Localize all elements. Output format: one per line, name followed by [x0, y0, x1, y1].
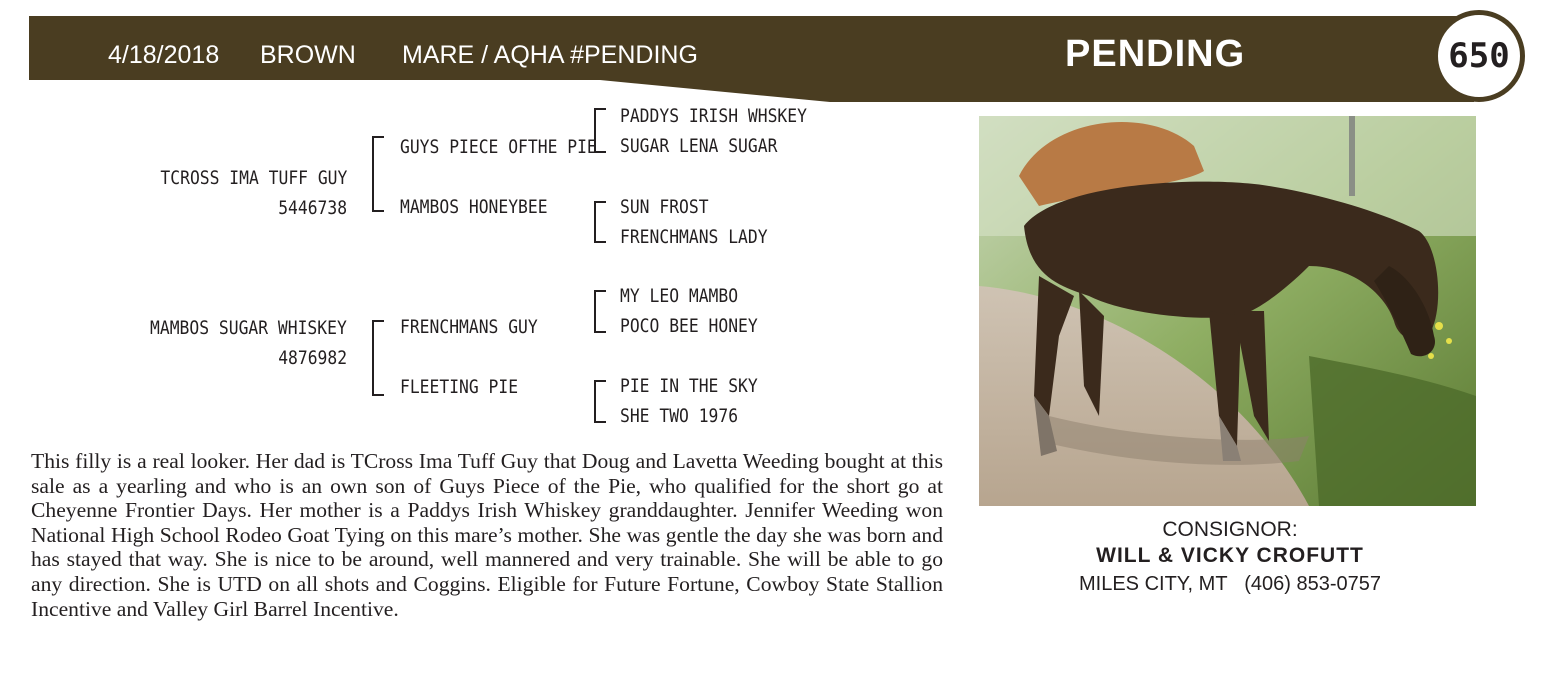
header-band [29, 16, 1474, 80]
dam-sire-sire-name: MY LEO MAMBO [620, 285, 739, 307]
sire-sire-sire-name: PADDYS IRISH WHSKEY [620, 105, 807, 127]
pedigree-bracket [372, 136, 384, 212]
sire-dam-sire-name: SUN FROST [620, 196, 709, 218]
horse-name-status: PENDING [1065, 33, 1246, 75]
pedigree-bracket [594, 290, 606, 333]
lot-number: 650 [1448, 36, 1510, 76]
consignor-phone: (406) 853-0757 [1244, 573, 1381, 595]
pedigree-bracket [372, 320, 384, 396]
sire-name: TCROSS IMA TUFF GUY [160, 167, 347, 189]
dam-dam-dam-name: SHE TWO 1976 [620, 405, 739, 427]
sire-sire-dam-name: SUGAR LENA SUGAR [620, 135, 778, 157]
dam-sire-name: FRENCHMANS GUY [400, 316, 538, 338]
dam-name: MAMBOS SUGAR WHISKEY [150, 317, 347, 339]
consignor-name: WILL & VICKY CROFUTT [1096, 544, 1364, 567]
pedigree-bracket [594, 108, 606, 153]
horse-photo [979, 116, 1476, 506]
consignor-contact [1030, 571, 1430, 597]
horse-color: BROWN [260, 41, 356, 69]
sire-reg: 5446738 [278, 197, 347, 219]
sire-dam-dam-name: FRENCHMANS LADY [620, 226, 768, 248]
header-tab [600, 80, 1474, 102]
pedigree-bracket [594, 380, 606, 423]
dam-dam-sire-name: PIE IN THE SKY [620, 375, 758, 397]
sire-dam-name: MAMBOS HONEYBEE [400, 196, 548, 218]
dam-sire-dam-name: POCO BEE HONEY [620, 315, 758, 337]
sire-sire-name: GUYS PIECE OFTHE PIE [400, 136, 597, 158]
consignor-location: MILES CITY, MT [1079, 573, 1228, 595]
horse-description: This filly is a real looker. Her dad is TCross Ima Tuff Guy that Doug and Lavetta Weeding bought at this sale as a yearling and who is an own son of Guys Piece of the Pie, who qualified for the short go at Cheyenne Frontier Days. Her mother is a Paddys Irish Whiskey granddaughter. Jennifer Weeding won National High School Rodeo Goat Tying on this mare’s mother. She was gentle the day she was born and has stayed that way. She is nice to be around, well mannered and very trainable. She will be able to go any direction. She is UTD on all shots and Coggins. Eligible for Future Fortune, Cowboy State Stallion Incentive and Valley Girl Barrel Incentive. [31, 449, 943, 621]
pedigree-bracket [594, 201, 606, 243]
dam-dam-name: FLEETING PIE [400, 376, 519, 398]
sex-registry: MARE / AQHA #PENDING [402, 41, 698, 69]
dam-reg: 4876982 [278, 347, 347, 369]
foal-date: 4/18/2018 [108, 41, 220, 69]
consignor-label: CONSIGNOR: [1162, 518, 1298, 541]
